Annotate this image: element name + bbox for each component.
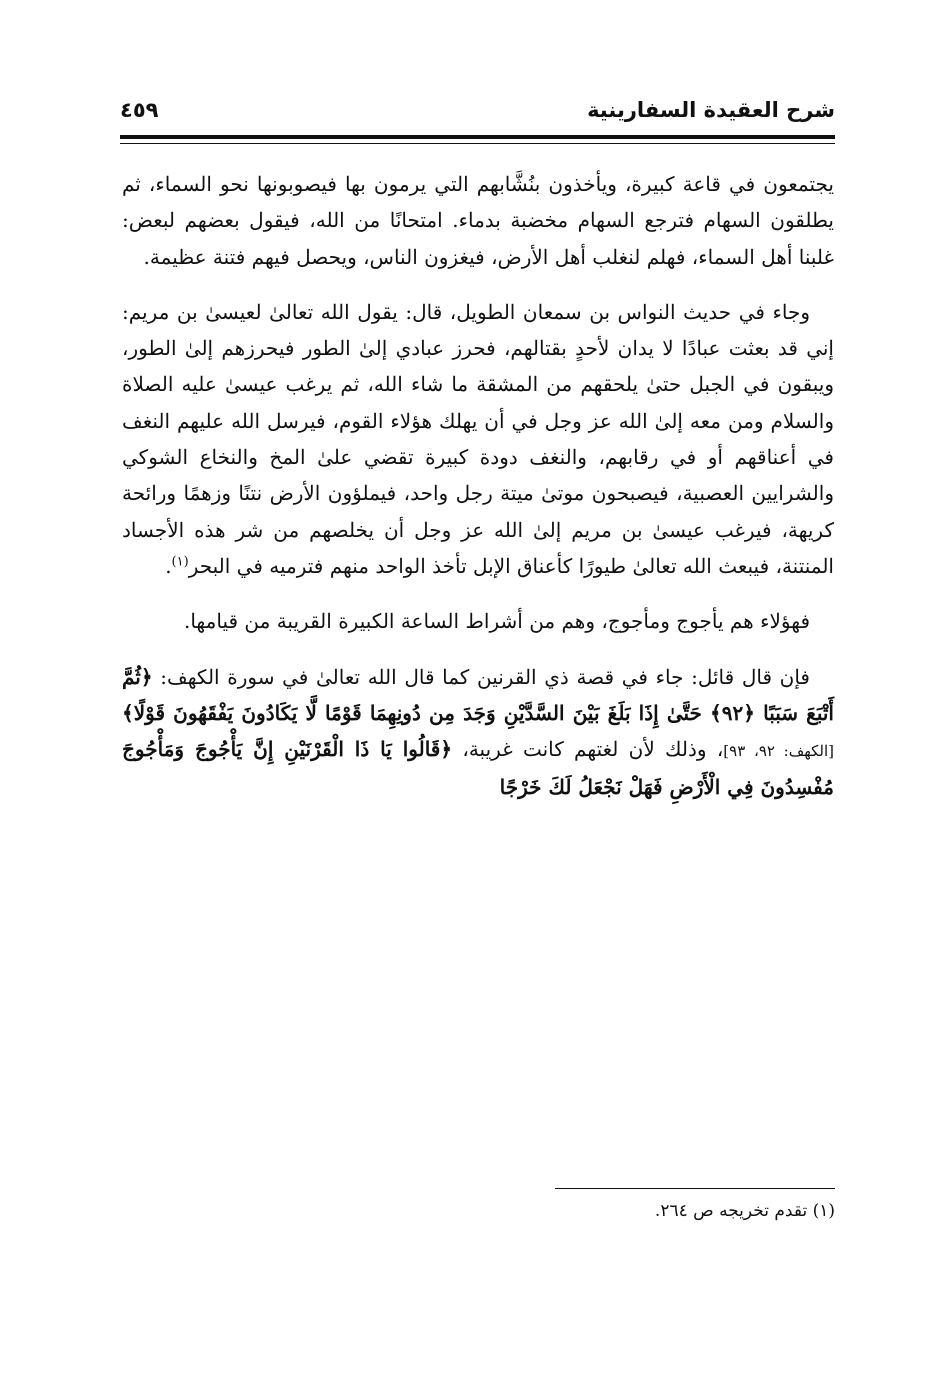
page-header (120, 92, 835, 132)
paragraph-3: فهؤلاء هم يأجوج ومأجوج، وهم من أشراط الساعة الكبيرة القريبة من قيامها. (183, 609, 810, 634)
paragraph-2-text: وجاء في حديث النواس بن سمعان الطويل، قال: يقول الله تعالىٰ لعيسىٰ بن مريم: إني قد بعثت عبادًا لا يدان لأحدٍ بقتالهم، فحرز عبادي إلىٰ الطور فيحرزهم إلىٰ الطور، ويبقون في الجبل حتىٰ يلحقهم من المشقة ما شاء الله، ثم يرغب عيسىٰ عليه الصلاة والسلام ومن معه إلىٰ الله عز وجل في أن يهلك هؤلاء القوم، فيرسل الله عليهم النغف في أعناقهم أو في رقابهم، والنغف دودة كبيرة تقضي علىٰ المخ والنخاع الشوكي والشرايين العصبية، فيصبحون موتىٰ ميتة رجل واحد، فيملؤون الأرض نتنًا وزهمًا ورائحة كريهة، فيرغب عيسىٰ بن مريم إلىٰ الله عز وجل أن يخلصهم من شر هذه الأجساد المنتنة، فيبعث الله تعالىٰ طيورًا كأعناق الإبل تأخذ الواحد منهم فترميه في البحر (122, 299, 834, 578)
quran-verse-1: ﴿ثُمَّ أَتْبَعَ سَبَبًا ﴿٩٢﴾ حَتَّىٰ إِذَا بَلَغَ بَيْنَ السَّدَّيْنِ وَجَدَ مِن دُونِهِمَا قَوْمًا لَّا يَكَادُونَ يَفْقَهُونَ قَوْلًا﴾ (122, 664, 834, 725)
main-text (122, 166, 834, 825)
header-rule-thick (120, 135, 835, 139)
footnote: (١) تقدم تخريجه ص ٢٦٤. (654, 1201, 835, 1221)
footnote-marker[interactable]: (١) (171, 554, 189, 570)
running-title: شرح العقيدة السفارينية (587, 98, 835, 122)
page-number: ٤٥٩ (120, 98, 159, 122)
verse-reference: [الكهف: ٩٢، ٩٣] (723, 742, 835, 761)
paragraph-2-end: . (165, 553, 172, 578)
footnote-rule (555, 1188, 835, 1189)
paragraph-4-mid: ، وذلك لأن لغتهم كانت غريبة، (462, 737, 724, 762)
paragraph-1: يجتمعون في قاعة كبيرة، ويأخذون بنُشَّابهم التي يرمون بها فيصوبونها نحو السماء، ثم يطلقون السهام فترجع السهام مخضبة بدماء. امتحانًا من الله، فيقول بعضهم لبعض: غلبنا أهل السماء، فهلم لنغلب أهل الأرض، فيغزون الناس، ويحصل فيهم فتنة عظيمة. (122, 172, 834, 269)
quran-verse-2: ﴿قَالُوا يَا ذَا الْقَرْنَيْنِ إِنَّ يَأْجُوجَ وَمَأْجُوجَ مُفْسِدُونَ فِي الْأَرْضِ فَهَلْ نَجْعَلُ لَكَ خَرْجًا (122, 737, 834, 800)
paragraph-4-intro: فإن قال قائل: جاء في قصة ذي القرنين كما قال الله تعالىٰ في سورة الكهف: (160, 664, 810, 689)
header-rule-thin (120, 143, 835, 144)
paragraph-2 (122, 294, 834, 584)
paragraph-4 (122, 659, 834, 806)
